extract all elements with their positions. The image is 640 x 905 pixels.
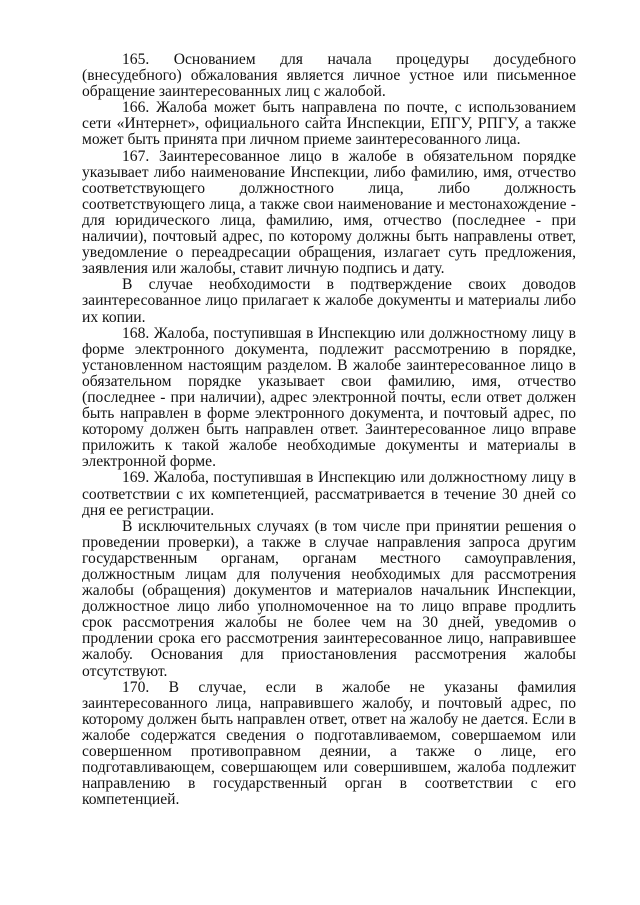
paragraph-169-extension: В исключительных случаях (в том числе при принятии решения о проведении проверки), а также в случае направления запроса другим государственным органам, органам местного самоуправления, должностным лицам для получения необходимых для рассмотрения жалобы (обращения) документов и материалов начальник Инспекции, должностное лицо либо уполномоченное на то лицо вправе продлить срок рассмотрения жалобы не более чем на 30 дней, уведомив о продлении срока его рассмотрения заинтересованное лицо, направившее жалобу. Основания для приостановления рассмотрения жалобы отсутствуют. [82,517,576,680]
paragraph-166: 166. Жалоба может быть направлена по почте, с использованием сети «Интернет», официального сайта Инспекции, ЕПГУ, РПГУ, а также может быть принята при личном приеме заинтересованного лица. [82,99,576,149]
document-page [82,52,576,808]
paragraph-167-supporting-documents: В случае необходимости в подтверждение своих доводов заинтересованное лицо прилагает к жалобе документы и материалы либо их копии. [82,276,576,326]
paragraph-168: 168. Жалоба, поступившая в Инспекцию или должностному лицу в форме электронного документа, подлежит рассмотрению в порядке, установленном настоящим разделом. В жалобе заинтересованное лицо в обязательном порядке указывает свои фамилию, имя, отчество (последнее - при наличии), адрес электронной почты, если ответ должен быть направлен в форме электронного документа, и почтовый адрес, по которому должен быть направлен ответ. Заинтересованное лицо вправе приложить к такой жалобе необходимые документы и материалы в электронной форме. [82,324,576,471]
paragraph-169: 169. Жалоба, поступившая в Инспекцию или должностному лицу в соответствии с их компетенцией, рассматривается в течение 30 дней со дня ее регистрации. [82,469,576,519]
paragraph-165: 165. Основанием для начала процедуры досудебного (внесудебного) обжалования является личное устное или письменное обращение заинтересованных лиц с жалобой. [82,51,576,101]
paragraph-170: 170. В случае, если в жалобе не указаны фамилия заинтересованного лица, направившего жалобу, и почтовый адрес, по которому должен быть направлен ответ, ответ на жалобу не дается. Если в жалобе содержатся сведения о подготавливаемом, совершаемом или совершенном противоправном деянии, а также о лице, его подготавливающем, совершающем или совершившем, жалоба подлежит направлению в государственный орган в соответствии с его компетенцией. [82,678,576,809]
paragraph-167: 167. Заинтересованное лицо в жалобе в обязательном порядке указывает либо наименование Инспекции, либо фамилию, имя, отчество соответствующего должностного лица, либо должность соответствующего лица, а также свои наименование и местонахождение - для юридического лица, фамилию, имя, отчество (последнее - при наличии), почтовый адрес, по которому должны быть направлены ответ, уведомление о переадресации обращения, излагает суть предложения, заявления или жалобы, ставит личную подпись и дату. [82,147,576,278]
